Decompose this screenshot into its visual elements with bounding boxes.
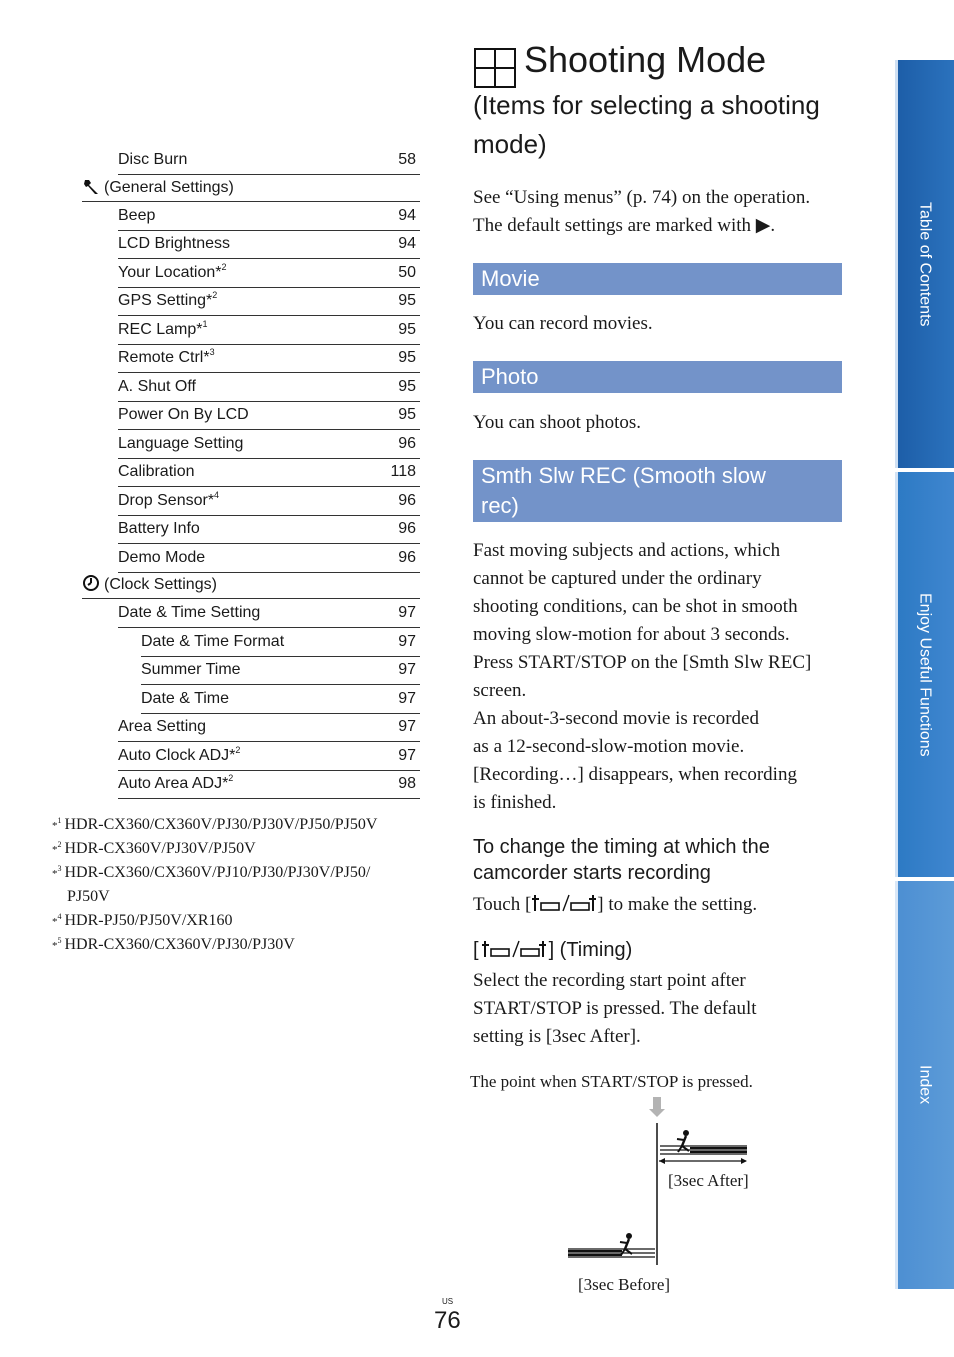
menu-item-label: Demo Mode	[118, 548, 206, 566]
menu-item-page: 94	[398, 206, 416, 224]
menu-item-label: Beep	[118, 206, 156, 224]
menu-item-label: Auto Clock ADJ*$^2$	[118, 744, 241, 764]
menu-item-label: Summer Time	[141, 661, 241, 678]
menu-item-label: Auto Area ADJ*$^2$	[118, 773, 234, 792]
menu-item[interactable]	[118, 742, 420, 771]
menu-item-label: REC Lamp*$^1$	[118, 318, 208, 338]
menu-item[interactable]	[118, 316, 420, 345]
menu-item-label: Your Location*$^2$	[118, 261, 227, 281]
menu-item[interactable]	[118, 202, 420, 231]
tab-index[interactable]	[895, 881, 954, 1289]
timing-heading-2: camcorder starts recording	[473, 862, 711, 884]
tab-enjoy-useful-functions[interactable]	[895, 472, 954, 877]
before-label: [3sec Before]	[578, 1275, 671, 1294]
timing-touch-line	[473, 891, 757, 919]
section-movie-text: You can record movies.	[473, 313, 653, 334]
text-line: setting is [3sec After].	[473, 1026, 641, 1047]
menu-item-page: 98	[398, 775, 416, 792]
touch-post: ] to make the setting.	[597, 894, 758, 915]
menu-item[interactable]	[118, 713, 420, 742]
menu-item[interactable]	[141, 656, 420, 685]
menu-item-page: 97	[398, 746, 416, 764]
menu-item[interactable]	[118, 770, 420, 799]
shooting-mode-icon	[474, 48, 516, 88]
diagram-caption: The point when START/STOP is pressed.	[470, 1072, 753, 1091]
menu-item-label: LCD Brightness	[118, 235, 231, 252]
tab-table-of-contents[interactable]	[895, 60, 954, 468]
menu-item[interactable]	[118, 230, 420, 259]
menu-item-page: 95	[398, 377, 416, 395]
menu-item-page: 97	[398, 604, 416, 621]
menu-item[interactable]	[118, 146, 420, 175]
text-line: is finished.	[473, 792, 557, 813]
menu-item[interactable]	[118, 599, 420, 628]
press-arrow-shaft	[653, 1097, 661, 1109]
after-streak	[660, 1146, 747, 1154]
section-movie-title[interactable]: Movie	[473, 263, 842, 295]
menu-item-label: Drop Sensor*$^4$	[118, 489, 220, 509]
menu-section-heading	[82, 175, 420, 202]
footnote: *$^5$ HDR-CX360/CX360V/PJ30/PJ30V	[52, 936, 295, 953]
menu-item-label: Power On By LCD	[118, 406, 249, 423]
text-line: An about-3-second movie is recorded	[473, 708, 759, 729]
menu-item[interactable]	[141, 628, 420, 657]
menu-item-label: Date & Time Format	[141, 632, 285, 650]
timing-subheading	[473, 937, 632, 963]
footnote: *$^4$ HDR-PJ50/PJ50V/XR160	[52, 912, 233, 929]
footnote: *$^3$ HDR-CX360/CX360V/PJ10/PJ30/PJ30V/PJ50/	[52, 864, 371, 881]
text-line: screen.	[473, 680, 527, 701]
menu-item-label: Date & Time	[141, 689, 230, 707]
menu-item-page: 95	[398, 292, 416, 309]
menu-item-label: Calibration	[118, 463, 195, 480]
sub-pre: [	[473, 939, 479, 961]
menu-item[interactable]	[118, 458, 420, 487]
page-subtitle: (Items for selecting a shooting mode)	[473, 90, 820, 159]
section-smth-text	[473, 537, 811, 817]
menu-item-page: 95	[398, 349, 416, 366]
text-line: Select the recording start point after	[473, 970, 746, 991]
menu-item-page: 97	[398, 718, 416, 735]
menu-item-page: 58	[398, 151, 416, 168]
timing-text	[473, 967, 757, 1051]
tab-label: Table of Contents	[916, 201, 934, 327]
menu-item[interactable]	[118, 515, 420, 544]
menu-item-label: Battery Info	[118, 520, 200, 537]
menu-item-page: 95	[398, 406, 416, 423]
page-region: US	[442, 1297, 454, 1306]
menu-item-page: 96	[398, 434, 416, 452]
tab-label: Index	[916, 1065, 934, 1105]
menu-item-label: Date & Time Setting	[118, 604, 261, 621]
menu-item[interactable]	[141, 685, 420, 714]
menu-item-page: 118	[390, 463, 416, 480]
timing-heading-1: To change the timing at which the	[473, 836, 770, 858]
before-streak	[568, 1249, 655, 1257]
menu-item-page: 96	[398, 520, 416, 537]
menu-item-page: 95	[398, 320, 416, 338]
menu-item-page: 50	[398, 263, 416, 281]
menu-item-label: Disc Burn	[118, 151, 188, 168]
menu-item-page: 96	[398, 491, 416, 509]
text-line: Press START/STOP on the [Smth Slw REC]	[473, 652, 812, 673]
wrench-icon	[82, 177, 102, 195]
menu-item[interactable]	[118, 287, 420, 316]
text-line: Fast moving subjects and actions, which	[473, 540, 781, 561]
text-line: as a 12-second-slow-motion movie.	[473, 736, 745, 757]
menu-item[interactable]	[118, 344, 420, 373]
menu-item-page: 94	[398, 235, 416, 252]
menu-item-page: 97	[398, 661, 416, 678]
intro-line-1: See “Using menus” (p. 74) on the operation.	[473, 187, 811, 208]
menu-heading-label: (Clock Settings)	[104, 576, 217, 593]
menu-item[interactable]	[118, 487, 420, 516]
menu-item[interactable]	[118, 544, 420, 573]
text-line: START/STOP is pressed. The default	[473, 998, 757, 1019]
section-photo-text: You can shoot photos.	[473, 412, 642, 433]
footnote: *$^1$ HDR-CX360/CX360V/PJ30/PJ30V/PJ50/PJ50V	[52, 816, 378, 833]
timing-icon[interactable]	[531, 893, 597, 913]
clock-icon	[82, 574, 102, 592]
section-photo-title[interactable]: Photo	[473, 361, 842, 393]
text-line: moving slow-motion for about 3 seconds.	[473, 624, 790, 645]
menu-heading-label: (General Settings)	[104, 178, 234, 196]
tab-label: Enjoy Useful Functions	[916, 592, 934, 757]
sub-post: ] (Timing)	[548, 939, 633, 961]
menu-item-label: Language Setting	[118, 434, 244, 452]
menu-item-label: A. Shut Off	[118, 377, 196, 395]
page-number: 76	[434, 1307, 461, 1334]
menu-section-heading	[82, 572, 420, 599]
menu-item-page: 96	[398, 548, 416, 566]
press-arrow-head	[649, 1109, 665, 1117]
menu-item[interactable]	[118, 373, 420, 402]
menu-item-page: 97	[398, 632, 416, 650]
page-title: Shooting Mode	[524, 39, 767, 80]
footnote: *$^2$ HDR-CX360V/PJ30V/PJ50V	[52, 840, 256, 857]
text-line: [Recording…] disappears, when recording	[473, 764, 797, 785]
section-smth-title[interactable]: Smth Slw REC (Smooth slow rec)	[473, 460, 842, 522]
text-line: shooting conditions, can be shot in smooth	[473, 596, 798, 617]
after-label: [3sec After]	[668, 1171, 749, 1190]
touch-pre: Touch [	[473, 894, 532, 915]
after-figure-icon	[677, 1130, 689, 1152]
intro-line-2: The default settings are marked with ▶.	[473, 215, 776, 236]
menu-item-page: 97	[398, 689, 416, 707]
footnote: PJ50V	[67, 888, 110, 905]
menu-item-label: GPS Setting*$^2$	[118, 290, 218, 309]
menu-item-label: Area Setting	[118, 718, 207, 735]
timing-icon	[479, 939, 549, 959]
menu-item[interactable]	[118, 259, 420, 288]
menu-item-label: Remote Ctrl*$^3$	[118, 347, 215, 366]
text-line: cannot be captured under the ordinary	[473, 568, 762, 589]
menu-item[interactable]	[118, 401, 420, 430]
menu-item[interactable]	[118, 430, 420, 459]
